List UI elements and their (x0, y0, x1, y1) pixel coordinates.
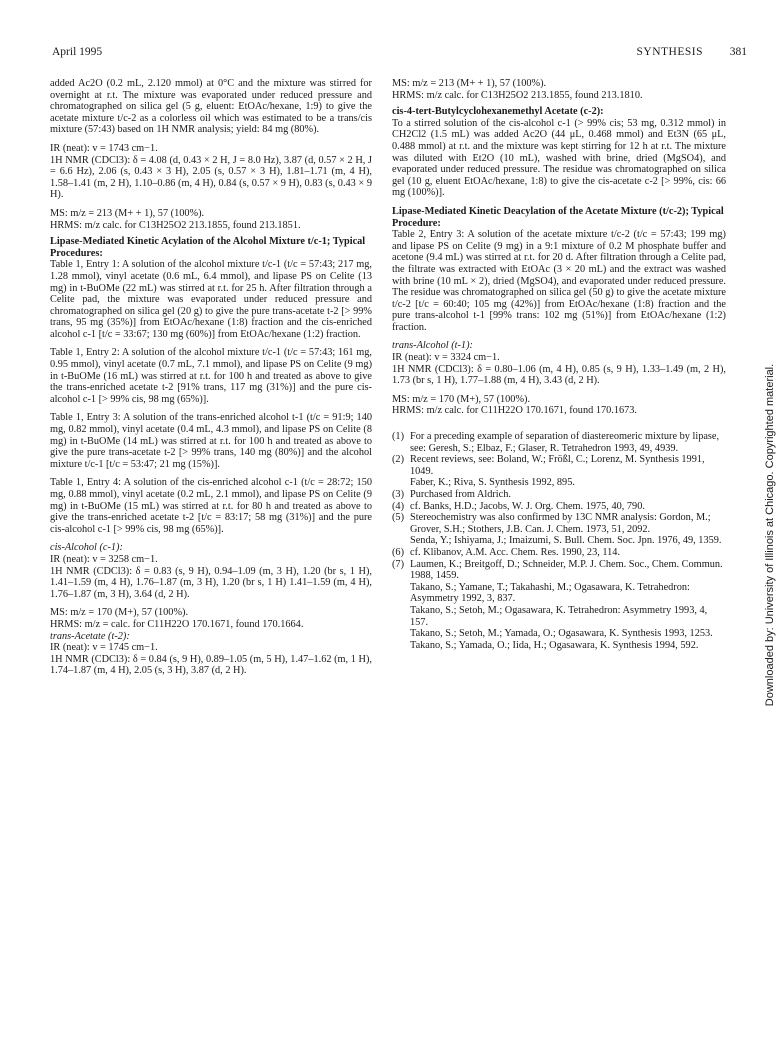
reference-citation: Purchased from Aldrich. (410, 489, 511, 500)
data-line: IR (neat): v = 3258 cm−1. (50, 553, 158, 565)
paragraph: Table 1, Entry 1: A solution of the alcohol mixture t/c-1 (t/c = 57:43; 217 mg, 1.28 mmol), vinyl acetate (0.6 mL, 6.4 mmol), and lipase PS on Celite (13 mg) in t-BuOMe (22 mL) was stirred at r.t. for 25 h. After filtration through a Celite pad, the mixture was evaporated under reduced pressure and chromatographed on silica gel (20 g) to give the pure trans-acetate t-2 [> 99% trans, 95 mg (35%)] from EtOAc/hexane (1:8) fraction and the cis-enriched alcohol c-1 [t/c = 33:67; 130 mg (60%)] from EtOAc/hexane (1:2) fraction. (50, 259, 372, 340)
data-line: MS: m/z = 170 (M+), 57 (100%). (50, 607, 189, 619)
reference-citation: Faber, K.; Riva, S. Synthesis 1992, 895. (410, 477, 575, 489)
right-column-body (392, 78, 726, 417)
reference-item (392, 547, 726, 559)
reference-number: (4) (392, 500, 405, 512)
reference-number: (2) (392, 454, 405, 466)
paragraph: Table 1, Entry 3: A solution of the trans-enriched alcohol t-1 (t/c = 91:9; 140 mg, 0.82 mmol), vinyl acetate (0.4 mL, 4.3 mmol), and lipase PS on Celite (8 mg) in t-BuOMe (14 mL) was stirred at r.t. for 100 h and treated as above to give the pure trans-acetate t-2 [> 99% trans, 140 mg (80%)] and the alcohol mixture t/c-1 [t/c = 53:47; 21 mg (15%)]. (50, 412, 372, 470)
right-column (392, 78, 726, 651)
reference-citation: Senda, Y.; Ishiyama, J.; Imaizumi, S. Bull. Chem. Soc. Jpn. 1976, 49, 1359. (410, 535, 722, 547)
reference-citation: Laumen, K.; Breitgoff, D.; Schneider, M.P. J. Chem. Soc., Chem. Commun. 1988, 1459. (410, 558, 723, 582)
section-heading: cis-4-tert-Butylcyclohexanemethyl Acetate (c-2): (392, 106, 604, 118)
compound-label: trans-Alcohol (t-1): (392, 340, 473, 352)
data-line: HRMS: m/z = calc. for C11H22O 170.1671, found 170.1664. (50, 618, 304, 630)
paragraph: 1H NMR (CDCl3): δ = 0.84 (s, 9 H), 0.89–1.05 (m, 5 H), 1.47–1.62 (m, 1 H), 1.74–1.87 (m, 4 H), 2.05 (s, 3 H), 3.87 (d, 2 H). (50, 653, 372, 677)
section-heading: Lipase-Mediated Kinetic Acylation of the Alcohol Mixture t/c-1; Typical Procedures: (50, 236, 366, 259)
compound-label: trans-Acetate (t-2): (50, 630, 130, 642)
reference-item (392, 454, 726, 489)
references-list (392, 431, 726, 651)
data-line: HRMS: m/z calc. for C11H22O 170.1671, found 170.1673. (392, 405, 638, 417)
data-line: IR (neat): v = 1745 cm−1. (50, 642, 158, 654)
reference-citation: cf. Banks, H.D.; Jacobs, W. J. Org. Chem. 1975, 40, 790. (410, 500, 645, 512)
reference-number: (6) (392, 546, 405, 558)
reference-number: (1) (392, 431, 405, 443)
reference-citation: cf. Klibanov, A.M. Acc. Chem. Res. 1990, 23, 114. (410, 546, 621, 558)
data-line: IR (neat): v = 3324 cm−1. (392, 352, 500, 364)
reference-item (392, 431, 726, 454)
reference-item (392, 489, 726, 501)
section-heading: Lipase-Mediated Kinetic Deacylation of the Acetate Mixture (t/c-2); Typical Procedure: (392, 205, 724, 229)
paragraph: Table 1, Entry 2: A solution of the alcohol mixture t/c-1 (t/c = 57:43; 161 mg, 0.95 mmol), vinyl acetate (0.7 mL, 7.1 mmol), and lipase PS on Celite (9 mg) in t-BuOMe (16 mL) was stirred at r.t. for 100 h and treated as above to give the trans-enriched acetate t-2 [91% trans, 117 mg (31%)] and the pure cis-alcohol c-1 [> 99% cis, 98 mg (65%)]. (50, 347, 372, 405)
reference-item (392, 501, 726, 513)
reference-citation: Stereochemistry was also confirmed by 13C NMR analysis: Gordon, M.; Grover, S.H.; Stothers, J.B. Can. J. Chem. 1973, 51, 2092. (410, 512, 711, 535)
data-line: MS: m/z = 213 (M+ + 1), 57 (100%). (50, 207, 205, 219)
reference-number: (7) (392, 558, 405, 570)
reference-item (392, 512, 726, 547)
reference-item (392, 559, 726, 652)
reference-citation: Takano, S.; Setoh, M.; Yamada, O.; Ogasawara, K. Synthesis 1993, 1253. (410, 628, 713, 640)
reference-citation: Takano, S.; Yamada, O.; Iida, H.; Ogasawara, K. Synthesis 1994, 592. (410, 639, 699, 651)
data-line: MS: m/z = 213 (M+ + 1), 57 (100%). (392, 78, 547, 89)
page-header (40, 46, 747, 62)
data-line: HRMS: m/z calc. for C13H25O2 213.1855, found 213.1851. (50, 219, 301, 231)
download-notice: Downloaded by: University of Illinois at Chicago. Copyrighted material. (764, 363, 776, 707)
data-line: MS: m/z = 170 (M+), 57 (100%). (392, 393, 531, 405)
reference-number: (5) (392, 512, 405, 524)
issue-date: April 1995 (52, 46, 103, 58)
paragraph: Table 2, Entry 3: A solution of the acetate mixture t/c-2 (t/c = 57:43; 199 mg) and lipase PS on Celite (9 mg) in a 9:1 mixture of 0.2 M phosphate buffer and acetone (9.4 mL) was stirred at r.t. for 20 d. After filtration through a Celite pad, the filtrate was extracted with EtOAc (3 × 20 mL) and the extract was washed with brine (10 mL × 2), dried (MgSO4), and evaporated under reduced pressure. The residue was chromatographed on silica gel (50 g) to give the acetate mixture t/c-2 [t/c = 60:40; 105 mg (42%)] from EtOAc/hexane (1:8) fraction and the pure trans-alcohol t-1 [99% trans: 102 mg (51%)] from EtOAc/hexane (1:2) fraction. (392, 229, 726, 333)
paragraph: Table 1, Entry 4: A solution of the cis-enriched alcohol c-1 (t/c = 28:72; 150 mg, 0.88 mmol), vinyl acetate (0.2 mL, 2.1 mmol), and lipase PS on Celite (9 mg) in t-BuOMe (15 mL) was stirred at r.t. for 80 h and treated as above to give the trans-enriched acetate t-2 [t/c = 83:17; 58 mg (31%)] and the pure cis-alcohol c-1 [> 99% cis, 98 mg (65%)]. (50, 477, 372, 535)
paragraph: 1H NMR (CDCl3): δ = 4.08 (d, 0.43 × 2 H, J = 8.0 Hz), 3.87 (d, 0.57 × 2 H, J = 6.6 Hz), 2.06 (s, 0.43 × 3 H), 2.05 (s, 0.57 × 3 H), 1.81–1.71 (m, 4 H), 1.58–1.41 (m, 2 H), 1.10–0.86 (m, 4 H), 0.84 (s, 0.57 × 9 H), 0.83 (s, 0.43 × 9 H). (50, 154, 372, 201)
paragraph: 1H NMR (CDCl3): δ = 0.80–1.06 (m, 4 H), 0.85 (s, 9 H), 1.33–1.49 (m, 2 H), 1.73 (br s, 1 H), 1.77–1.88 (m, 4 H), 3.43 (d, 2 H). (392, 363, 726, 387)
reference-citation: Takano, S.; Setoh, M.; Ogasawara, K. Tetrahedron: Asymmetry 1993, 4, 157. (410, 604, 708, 628)
compound-label: cis-Alcohol (c-1): (50, 542, 123, 554)
reference-citation: Recent reviews, see: Boland, W.; Frößl, C.; Lorenz, M. Synthesis 1991, 1049. (410, 454, 705, 477)
reference-citation: For a preceding example of separation of diastereomeric mixture by lipase, see: Geresh, S.; Elbaz, F.; Glaser, R. Tetrahedron 1993, 49, 4939. (410, 431, 720, 454)
paragraph: To a stirred solution of the cis-alcohol c-1 (> 99% cis; 53 mg, 0.312 mmol) in CH2Cl2 (1.5 mL) was added Ac2O (44 μL, 0.468 mmol) and Et3N (65 μL, 0.488 mmol) at r.t. and the mixture was kept stirring for 12 h at r.t. The mixture was diluted with Et2O (10 mL), washed with brine, dried (MgSO4), and evaporated under reduced pressure. The residue was chromatographed on silica gel (10 g, eluent EtOAc/hexane, 1:8) to give the cis-acetate c-2 [> 99%, cis: 66 mg (100%)]. (392, 117, 726, 199)
left-column (50, 78, 372, 684)
paragraph: 1H NMR (CDCl3): δ = 0.83 (s, 9 H), 0.94–1.09 (m, 3 H), 1.20 (br s, 1 H), 1.41–1.59 (m, 4 H), 1.76–1.87 (m, 3 H), 1.20 (br s, 1 H) 1.41–1.59 (m, 4 H), 1.76–1.87 (m, 3 H), 3.64 (d, 2 H). (50, 565, 372, 600)
data-line: HRMS: m/z calc. for C13H25O2 213.1855, found 213.1810. (392, 89, 643, 101)
page-number: 381 (729, 46, 747, 58)
reference-citation: Takano, S.; Yamane, T.; Takahashi, M.; Ogasawara, K. Tetrahedron: Asymmetry 1992, 3, 837. (410, 581, 690, 605)
paragraph: added Ac2O (0.2 mL, 2.120 mmol) at 0°C and the mixture was stirred for overnight at r.t. The mixture was evaporated under reduced pressure and chromatographed on silica gel (5 g, eluent: EtOAc/hexane, 1:9) to give the acetate mixture t/c-2 as a colorless oil which was estimated to be a trans/cis mixture (57:43) based on 1H NMR analysis; yield: 84 mg (80%). (50, 78, 372, 136)
reference-number: (3) (392, 489, 405, 500)
journal-name: SYNTHESIS (636, 46, 703, 58)
data-line: IR (neat): v = 1743 cm−1. (50, 142, 158, 154)
